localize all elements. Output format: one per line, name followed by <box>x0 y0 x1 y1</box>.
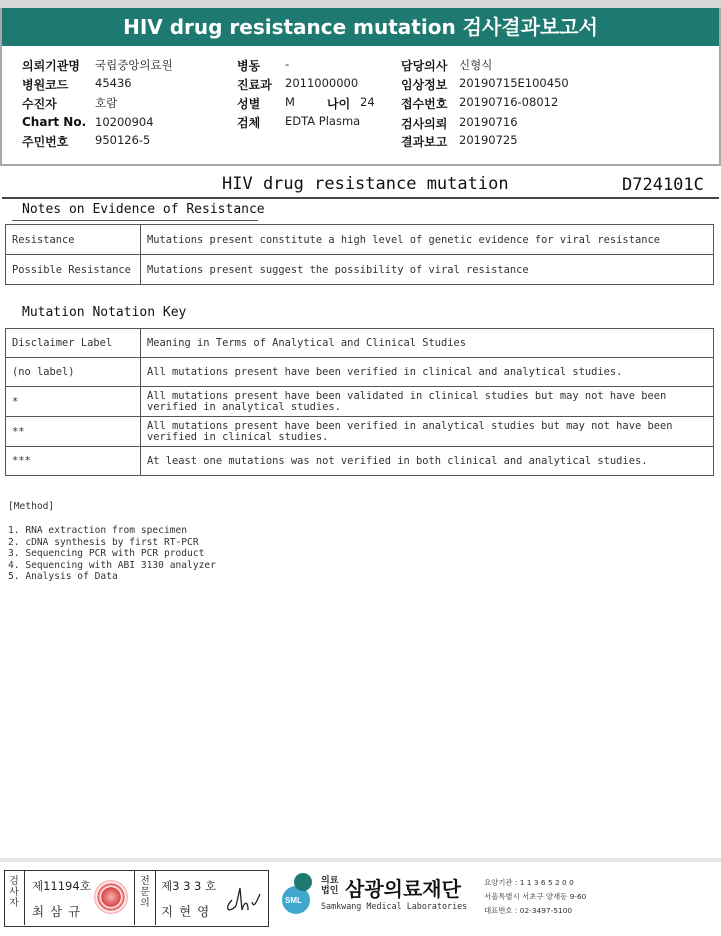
table-cell-text: All mutations present have been verified in analytical studies but may not have been verified in clinical studies. <box>141 417 714 447</box>
footer-divider <box>0 858 721 862</box>
table-cell-text: All mutations present have been verified in clinical and analytical studies. <box>141 358 714 387</box>
info-label: Chart No. <box>22 115 87 129</box>
org-name: 삼광의료재단 <box>345 877 461 901</box>
info-label: 주민번호 <box>22 135 69 149</box>
contact-line: 대표번호 : 02-3497-5100 <box>484 906 573 915</box>
role-char: 사 <box>9 887 19 898</box>
sml-logo-icon <box>272 868 322 918</box>
inspector-seal-icon <box>94 880 128 914</box>
table-cell-key: Resistance <box>6 225 141 255</box>
table-row <box>6 255 714 285</box>
method-step: 1. RNA extraction from specimen <box>8 525 188 536</box>
info-label: 접수번호 <box>401 97 448 111</box>
evidence-title: Notes on Evidence of Resistance <box>22 202 265 217</box>
role-char: 문 <box>140 887 150 898</box>
method-heading: [Method] <box>8 501 55 512</box>
method-step: 3. Sequencing PCR with PCR product <box>8 548 205 560</box>
info-label: 검체 <box>237 116 261 130</box>
info-label: 임상정보 <box>401 78 448 92</box>
info-label: 의뢰기관명 <box>22 59 80 73</box>
role-char: 검 <box>9 876 19 887</box>
inspector-name: 최 삼 규 <box>32 904 82 919</box>
table-cell-key: * <box>6 387 141 417</box>
test-name: HIV drug resistance mutation <box>222 174 509 194</box>
info-label: 담당의사 <box>401 59 448 73</box>
role-char: 자 <box>9 898 19 909</box>
info-value: 20190725 <box>459 133 518 147</box>
org-name-en: Samkwang Medical Laboratories <box>321 901 468 911</box>
info-label: 수진자 <box>22 97 57 111</box>
info-label: 검사의뢰 <box>401 117 448 131</box>
info-value: 국립중앙의료원 <box>95 58 173 72</box>
method-step: 4. Sequencing with ABI 3130 analyzer <box>8 559 216 571</box>
info-value: M <box>285 95 295 109</box>
evidence-table <box>5 224 714 285</box>
table-row <box>6 358 714 387</box>
info-label: 병동 <box>237 59 261 73</box>
info-value: 45436 <box>95 76 132 90</box>
notation-table <box>5 328 714 476</box>
info-value: 20190715E100450 <box>459 76 569 90</box>
logo-text: SML <box>285 896 302 905</box>
table-cell-text: At least one mutations was not verified in both clinical and analytical studies. <box>141 447 714 476</box>
info-label: 나이 <box>327 97 351 111</box>
divider <box>2 197 719 199</box>
specialist-license: 제3 3 3 호 <box>161 879 217 893</box>
info-value: 20190716-08012 <box>459 95 559 109</box>
org-type-line: 의료 <box>321 876 339 886</box>
role-char: 의 <box>140 898 150 909</box>
table-row <box>6 417 714 447</box>
inspector-license: 제11194호 <box>32 879 91 893</box>
signature-icon <box>222 880 262 916</box>
top-border <box>0 0 721 8</box>
inspector-role-cell <box>4 870 25 925</box>
table-cell-key: Possible Resistance <box>6 255 141 285</box>
info-value: - <box>285 57 290 71</box>
info-value: 24 <box>360 95 375 109</box>
table-row <box>6 387 714 417</box>
org-type-line: 법인 <box>321 886 339 896</box>
table-cell-text: All mutations present have been validated in clinical studies but may not have been verified in analytical studies. <box>141 387 714 417</box>
info-value: EDTA Plasma <box>285 114 361 128</box>
info-label: 진료과 <box>237 78 272 92</box>
info-label: 성별 <box>237 97 261 111</box>
info-value: 950126-5 <box>95 133 151 147</box>
contact-line: 요양기관 : 1 1 3 6 5 2 0 0 <box>484 878 574 887</box>
table-cell-text: Meaning in Terms of Analytical and Clinical Studies <box>141 329 714 358</box>
info-label: 결과보고 <box>401 135 448 149</box>
table-cell-key: Disclaimer Label <box>6 329 141 358</box>
table-cell-key: ** <box>6 417 141 447</box>
notation-title: Mutation Notation Key <box>22 305 187 320</box>
method-step: 2. cDNA synthesis by first RT-PCR <box>8 536 199 548</box>
table-cell-text: Mutations present suggest the possibility of viral resistance <box>141 255 714 285</box>
evidence-title-underline <box>12 220 258 221</box>
table-row <box>6 329 714 358</box>
report-code: D724101C <box>622 175 704 195</box>
specialist-role <box>135 870 155 909</box>
info-value: 호람 <box>95 96 118 110</box>
org-contact <box>484 876 586 918</box>
info-value: 20190716 <box>459 115 518 129</box>
contact-line: 서울특별시 서초구 양재동 9-60 <box>484 892 587 901</box>
table-cell-key: (no label) <box>6 358 141 387</box>
role-char: 전 <box>140 876 150 887</box>
table-cell-text: Mutations present constitute a high level of genetic evidence for viral resistance <box>141 225 714 255</box>
info-value: 신형식 <box>459 58 493 72</box>
info-value: 2011000000 <box>285 76 359 90</box>
table-cell-key: *** <box>6 447 141 476</box>
info-label: 병원코드 <box>22 78 69 92</box>
inspector-role <box>4 870 24 909</box>
org-type <box>321 876 338 896</box>
specialist-name: 지 현 영 <box>161 904 211 919</box>
info-value: 10200904 <box>95 115 154 129</box>
table-row <box>6 225 714 255</box>
method-list <box>8 525 216 583</box>
report-title: HIV drug resistance mutation 검사결과보고서 <box>0 8 721 46</box>
method-step: 5. Analysis of Data <box>8 571 118 583</box>
specialist-role-cell <box>134 870 156 925</box>
table-row <box>6 447 714 476</box>
